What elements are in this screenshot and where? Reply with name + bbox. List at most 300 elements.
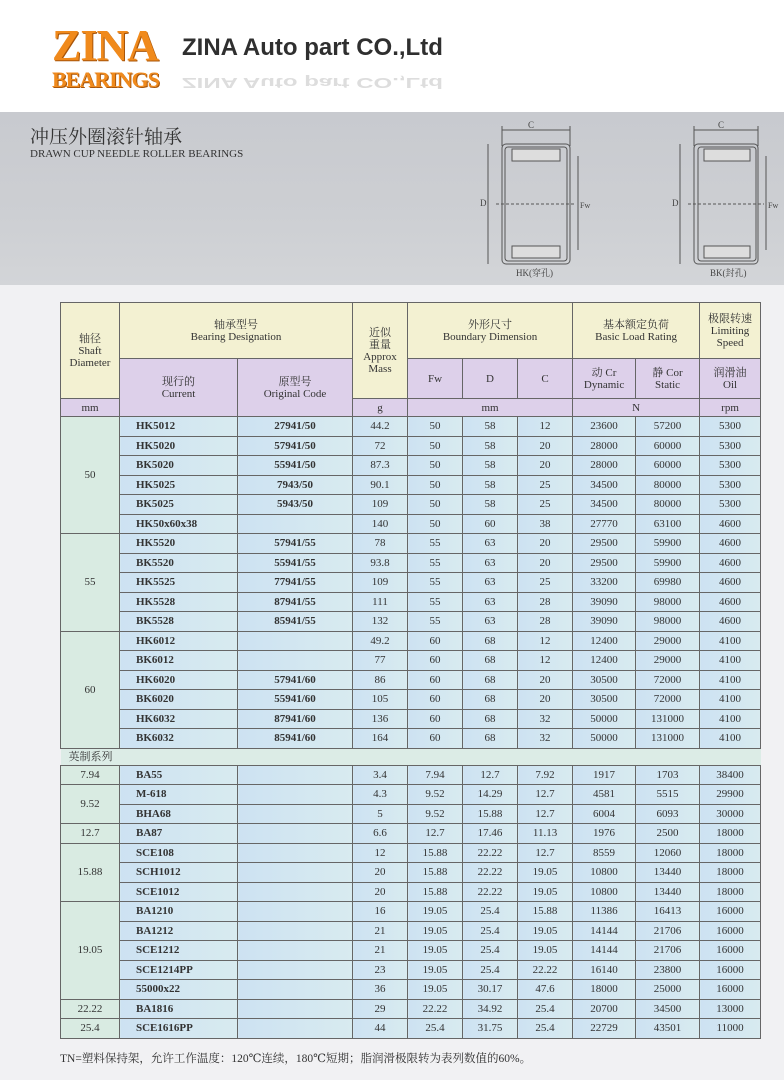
- c: 19.05: [518, 882, 573, 902]
- current-code: BA1212: [120, 921, 238, 941]
- speed: 5300: [700, 417, 761, 437]
- d: 25.4: [463, 902, 518, 922]
- unit-load: N: [573, 399, 700, 417]
- d: 22.22: [463, 863, 518, 883]
- current-code: BK6020: [120, 690, 238, 710]
- fw: 15.88: [408, 882, 463, 902]
- static-load: 16413: [636, 902, 700, 922]
- current-code: SCH1012: [120, 863, 238, 883]
- static-load: 23800: [636, 960, 700, 980]
- c: 32: [518, 709, 573, 729]
- original-code: 85941/55: [238, 612, 353, 632]
- mass: 105: [353, 690, 408, 710]
- static-load: 131000: [636, 709, 700, 729]
- static-load: 25000: [636, 980, 700, 1000]
- d: 58: [463, 417, 518, 437]
- speed: 4600: [700, 592, 761, 612]
- speed: 16000: [700, 921, 761, 941]
- dynamic-load: 20700: [573, 999, 636, 1019]
- speed: 4100: [700, 729, 761, 749]
- static-load: 21706: [636, 941, 700, 961]
- table-row: [61, 592, 761, 612]
- speed: 4100: [700, 631, 761, 651]
- dynamic-load: 39090: [573, 592, 636, 612]
- d: 58: [463, 456, 518, 476]
- static-load: 72000: [636, 670, 700, 690]
- table-row: [61, 765, 761, 785]
- d: 68: [463, 690, 518, 710]
- c: 12.7: [518, 843, 573, 863]
- dynamic-load: 29500: [573, 534, 636, 554]
- mass: 90.1: [353, 475, 408, 495]
- dynamic-load: 50000: [573, 729, 636, 749]
- dynamic-load: 34500: [573, 475, 636, 495]
- dynamic-load: 10800: [573, 863, 636, 883]
- d: 14.29: [463, 785, 518, 805]
- speed: 18000: [700, 824, 761, 844]
- dynamic-load: 11386: [573, 902, 636, 922]
- table-row: [61, 436, 761, 456]
- static-load: 60000: [636, 436, 700, 456]
- shaft-diameter: 9.52: [61, 785, 120, 824]
- speed: 16000: [700, 902, 761, 922]
- original-code: 5943/50: [238, 495, 353, 515]
- speed: 5300: [700, 495, 761, 515]
- c: 28: [518, 612, 573, 632]
- dim-fw-label: Fw: [580, 201, 591, 210]
- shaft-diameter: 50: [61, 417, 120, 534]
- mass: 72: [353, 436, 408, 456]
- mass: 109: [353, 495, 408, 515]
- table-row: [61, 804, 761, 824]
- table-row: [61, 863, 761, 883]
- c: 25.4: [518, 1019, 573, 1039]
- mass: 5: [353, 804, 408, 824]
- dynamic-load: 29500: [573, 553, 636, 573]
- speed: 4600: [700, 514, 761, 534]
- current-code: M-618: [120, 785, 238, 805]
- c: 22.22: [518, 960, 573, 980]
- header-dynamic: 动 Cr Dynamic: [573, 359, 636, 399]
- original-code: 87941/55: [238, 592, 353, 612]
- static-load: 60000: [636, 456, 700, 476]
- original-code: 87941/60: [238, 709, 353, 729]
- dynamic-load: 14144: [573, 941, 636, 961]
- c: 12: [518, 631, 573, 651]
- table-row: [61, 417, 761, 437]
- current-code: SCE1212: [120, 941, 238, 961]
- d: 25.4: [463, 960, 518, 980]
- static-load: 6093: [636, 804, 700, 824]
- original-code: [238, 941, 353, 961]
- current-code: HK5528: [120, 592, 238, 612]
- original-code: [238, 765, 353, 785]
- speed: 5300: [700, 456, 761, 476]
- fw: 50: [408, 417, 463, 437]
- mass: 87.3: [353, 456, 408, 476]
- shaft-diameter: 60: [61, 631, 120, 748]
- original-code: 57941/50: [238, 436, 353, 456]
- company-name-reflection: ZINA Auto part CO.,Ltd: [182, 74, 443, 91]
- table-row: [61, 902, 761, 922]
- company-name: ZINA Auto part CO.,Ltd: [182, 34, 443, 61]
- header-boundary: 外形尺寸 Boundary Dimension: [408, 303, 573, 359]
- current-code: HK5520: [120, 534, 238, 554]
- fw: 9.52: [408, 804, 463, 824]
- table-row: [61, 843, 761, 863]
- speed: 13000: [700, 999, 761, 1019]
- table-row: [61, 514, 761, 534]
- unit-dim: mm: [408, 399, 573, 417]
- d: 22.22: [463, 882, 518, 902]
- fw: 15.88: [408, 863, 463, 883]
- current-code: SCE1616PP: [120, 1019, 238, 1039]
- dynamic-load: 12400: [573, 651, 636, 671]
- c: 7.92: [518, 765, 573, 785]
- static-load: 29000: [636, 651, 700, 671]
- mass: 12: [353, 843, 408, 863]
- speed: 18000: [700, 843, 761, 863]
- dynamic-load: 22729: [573, 1019, 636, 1039]
- c: 47.6: [518, 980, 573, 1000]
- table-row: [61, 999, 761, 1019]
- dynamic-load: 50000: [573, 709, 636, 729]
- original-code: 85941/60: [238, 729, 353, 749]
- current-code: HK5025: [120, 475, 238, 495]
- original-code: 57941/60: [238, 670, 353, 690]
- speed: 4100: [700, 709, 761, 729]
- current-code: SCE1214PP: [120, 960, 238, 980]
- header-static: 静 Cor Static: [636, 359, 700, 399]
- original-code: [238, 804, 353, 824]
- speed: 16000: [700, 980, 761, 1000]
- hk-diagram-label: HK(穿孔): [516, 268, 553, 278]
- fw: 7.94: [408, 765, 463, 785]
- static-load: 63100: [636, 514, 700, 534]
- current-code: BK5025: [120, 495, 238, 515]
- mass: 136: [353, 709, 408, 729]
- c: 15.88: [518, 902, 573, 922]
- original-code: [238, 921, 353, 941]
- static-load: 98000: [636, 612, 700, 632]
- speed: 5300: [700, 436, 761, 456]
- table-row: [61, 631, 761, 651]
- dynamic-load: 28000: [573, 436, 636, 456]
- dynamic-load: 1917: [573, 765, 636, 785]
- shaft-diameter: 25.4: [61, 1019, 120, 1039]
- fw: 19.05: [408, 921, 463, 941]
- d: 15.88: [463, 804, 518, 824]
- speed: 16000: [700, 960, 761, 980]
- header-fw: Fw: [408, 359, 463, 399]
- mass: 44.2: [353, 417, 408, 437]
- mass: 4.3: [353, 785, 408, 805]
- current-code: HK6012: [120, 631, 238, 651]
- c: 12: [518, 651, 573, 671]
- dynamic-load: 6004: [573, 804, 636, 824]
- mass: 164: [353, 729, 408, 749]
- dim-fw-label: Fw: [768, 201, 779, 210]
- table-row: [61, 690, 761, 710]
- d: 58: [463, 495, 518, 515]
- static-load: 5515: [636, 785, 700, 805]
- fw: 50: [408, 495, 463, 515]
- bk-diagram-label: BK(封孔): [710, 268, 747, 278]
- table-row: [61, 573, 761, 593]
- d: 31.75: [463, 1019, 518, 1039]
- original-code: [238, 1019, 353, 1039]
- static-load: 59900: [636, 534, 700, 554]
- speed: 16000: [700, 941, 761, 961]
- fw: 55: [408, 592, 463, 612]
- current-code: BK5520: [120, 553, 238, 573]
- bk-bearing-diagram: [668, 118, 784, 268]
- current-code: BK6032: [120, 729, 238, 749]
- table-row: [61, 980, 761, 1000]
- unit-speed: rpm: [700, 399, 761, 417]
- dynamic-load: 14144: [573, 921, 636, 941]
- current-code: BK5528: [120, 612, 238, 632]
- dynamic-load: 30500: [573, 690, 636, 710]
- mass: 20: [353, 882, 408, 902]
- dynamic-load: 12400: [573, 631, 636, 651]
- dynamic-load: 4581: [573, 785, 636, 805]
- fw: 60: [408, 651, 463, 671]
- d: 63: [463, 553, 518, 573]
- fw: 60: [408, 690, 463, 710]
- mass: 140: [353, 514, 408, 534]
- d: 68: [463, 631, 518, 651]
- mass: 86: [353, 670, 408, 690]
- c: 20: [518, 670, 573, 690]
- fw: 19.05: [408, 980, 463, 1000]
- d: 58: [463, 475, 518, 495]
- header-designation: 轴承型号 Bearing Designation: [120, 303, 353, 359]
- static-load: 13440: [636, 863, 700, 883]
- current-code: SCE108: [120, 843, 238, 863]
- mass: 16: [353, 902, 408, 922]
- header-banner: [0, 0, 784, 112]
- mass: 20: [353, 863, 408, 883]
- mass: 23: [353, 960, 408, 980]
- d: 68: [463, 729, 518, 749]
- static-load: 43501: [636, 1019, 700, 1039]
- fw: 19.05: [408, 960, 463, 980]
- fw: 55: [408, 612, 463, 632]
- shaft-diameter: 19.05: [61, 902, 120, 1000]
- original-code: 7943/50: [238, 475, 353, 495]
- mass: 109: [353, 573, 408, 593]
- c: 20: [518, 690, 573, 710]
- mass: 78: [353, 534, 408, 554]
- table-row: [61, 709, 761, 729]
- current-code: BA55: [120, 765, 238, 785]
- unit-shaft: mm: [61, 399, 120, 417]
- header-speed: 极限转速 Limiting Speed: [700, 303, 761, 359]
- d: 60: [463, 514, 518, 534]
- dim-c-label: C: [528, 120, 535, 130]
- dynamic-load: 23600: [573, 417, 636, 437]
- current-code: BK6012: [120, 651, 238, 671]
- mass: 111: [353, 592, 408, 612]
- c: 11.13: [518, 824, 573, 844]
- c: 12: [518, 417, 573, 437]
- dim-d-label: D: [480, 198, 487, 208]
- c: 12.7: [518, 804, 573, 824]
- c: 25: [518, 495, 573, 515]
- speed: 4600: [700, 612, 761, 632]
- footnote: TN=塑料保持架，允许工作温度：120℃连续，180℃短期；脂润滑极限转为表列数值的60%。: [60, 1053, 532, 1065]
- fw: 55: [408, 534, 463, 554]
- table-row: [61, 960, 761, 980]
- logo-line2: BEARINGS: [52, 67, 159, 92]
- mass: 21: [353, 941, 408, 961]
- d: 30.17: [463, 980, 518, 1000]
- shaft-diameter: 55: [61, 534, 120, 632]
- static-load: 29000: [636, 631, 700, 651]
- c: 19.05: [518, 941, 573, 961]
- table-row: [61, 882, 761, 902]
- c: 19.05: [518, 921, 573, 941]
- shaft-diameter: 7.94: [61, 765, 120, 785]
- original-code: [238, 882, 353, 902]
- original-code: 55941/50: [238, 456, 353, 476]
- current-code: HK5525: [120, 573, 238, 593]
- mass: 44: [353, 1019, 408, 1039]
- d: 68: [463, 651, 518, 671]
- mass: 29: [353, 999, 408, 1019]
- section-title-cn: 冲压外圈滚针轴承: [30, 127, 183, 148]
- speed: 30000: [700, 804, 761, 824]
- table-row: [61, 785, 761, 805]
- shaft-diameter: 12.7: [61, 824, 120, 844]
- mass: 36: [353, 980, 408, 1000]
- speed: 11000: [700, 1019, 761, 1039]
- speed: 29900: [700, 785, 761, 805]
- header-current: 现行的 Current: [120, 359, 238, 417]
- original-code: 57941/55: [238, 534, 353, 554]
- c: 12.7: [518, 785, 573, 805]
- d: 22.22: [463, 843, 518, 863]
- current-code: BA1816: [120, 999, 238, 1019]
- speed: 4100: [700, 690, 761, 710]
- original-code: [238, 999, 353, 1019]
- table-row: [61, 729, 761, 749]
- static-load: 57200: [636, 417, 700, 437]
- dynamic-load: 8559: [573, 843, 636, 863]
- d: 34.92: [463, 999, 518, 1019]
- current-code: BK5020: [120, 456, 238, 476]
- table-row: [61, 495, 761, 515]
- fw: 50: [408, 456, 463, 476]
- original-code: [238, 651, 353, 671]
- header-load: 基本额定负荷 Basic Load Rating: [573, 303, 700, 359]
- speed: 38400: [700, 765, 761, 785]
- table-row: [61, 824, 761, 844]
- d: 25.4: [463, 941, 518, 961]
- dynamic-load: 28000: [573, 456, 636, 476]
- speed: 4100: [700, 670, 761, 690]
- speed: 5300: [700, 475, 761, 495]
- section-title-en: DRAWN CUP NEEDLE ROLLER BEARINGS: [30, 148, 244, 160]
- static-load: 69980: [636, 573, 700, 593]
- current-code: BA87: [120, 824, 238, 844]
- zina-logo: [52, 21, 159, 92]
- static-load: 59900: [636, 553, 700, 573]
- original-code: [238, 863, 353, 883]
- table-row: [61, 941, 761, 961]
- header-mass: 近似 重量 Approx Mass: [353, 303, 408, 399]
- dynamic-load: 16140: [573, 960, 636, 980]
- c: 20: [518, 553, 573, 573]
- speed: 4100: [700, 651, 761, 671]
- d: 68: [463, 670, 518, 690]
- table-row: [61, 651, 761, 671]
- fw: 60: [408, 631, 463, 651]
- fw: 55: [408, 573, 463, 593]
- fw: 12.7: [408, 824, 463, 844]
- unit-mass: g: [353, 399, 408, 417]
- logo-line1: ZINA: [52, 21, 159, 70]
- original-code: 55941/60: [238, 690, 353, 710]
- original-code: [238, 514, 353, 534]
- mass: 93.8: [353, 553, 408, 573]
- current-code: HK5020: [120, 436, 238, 456]
- fw: 22.22: [408, 999, 463, 1019]
- mass: 77: [353, 651, 408, 671]
- bearing-spec-table: [60, 302, 761, 1039]
- dim-d-label: D: [672, 198, 679, 208]
- original-code: 27941/50: [238, 417, 353, 437]
- fw: 50: [408, 514, 463, 534]
- mass: 6.6: [353, 824, 408, 844]
- static-load: 34500: [636, 999, 700, 1019]
- d: 63: [463, 612, 518, 632]
- dynamic-load: 1976: [573, 824, 636, 844]
- mass: 132: [353, 612, 408, 632]
- header-c: C: [518, 359, 573, 399]
- hk-bearing-diagram: [476, 118, 596, 268]
- current-code: HK6020: [120, 670, 238, 690]
- static-load: 80000: [636, 475, 700, 495]
- original-code: 55941/55: [238, 553, 353, 573]
- dynamic-load: 33200: [573, 573, 636, 593]
- static-load: 21706: [636, 921, 700, 941]
- c: 38: [518, 514, 573, 534]
- static-load: 13440: [636, 882, 700, 902]
- c: 25: [518, 573, 573, 593]
- fw: 60: [408, 709, 463, 729]
- d: 63: [463, 573, 518, 593]
- d: 25.4: [463, 921, 518, 941]
- d: 12.7: [463, 765, 518, 785]
- mass: 49.2: [353, 631, 408, 651]
- table-row: [61, 534, 761, 554]
- original-code: [238, 960, 353, 980]
- d: 17.46: [463, 824, 518, 844]
- table-row: [61, 553, 761, 573]
- header-oil: 润滑油 Oil: [700, 359, 761, 399]
- dynamic-load: 27770: [573, 514, 636, 534]
- fw: 19.05: [408, 902, 463, 922]
- original-code: 77941/55: [238, 573, 353, 593]
- dynamic-load: 34500: [573, 495, 636, 515]
- static-load: 72000: [636, 690, 700, 710]
- original-code: [238, 785, 353, 805]
- d: 68: [463, 709, 518, 729]
- dynamic-load: 30500: [573, 670, 636, 690]
- current-code: HK5012: [120, 417, 238, 437]
